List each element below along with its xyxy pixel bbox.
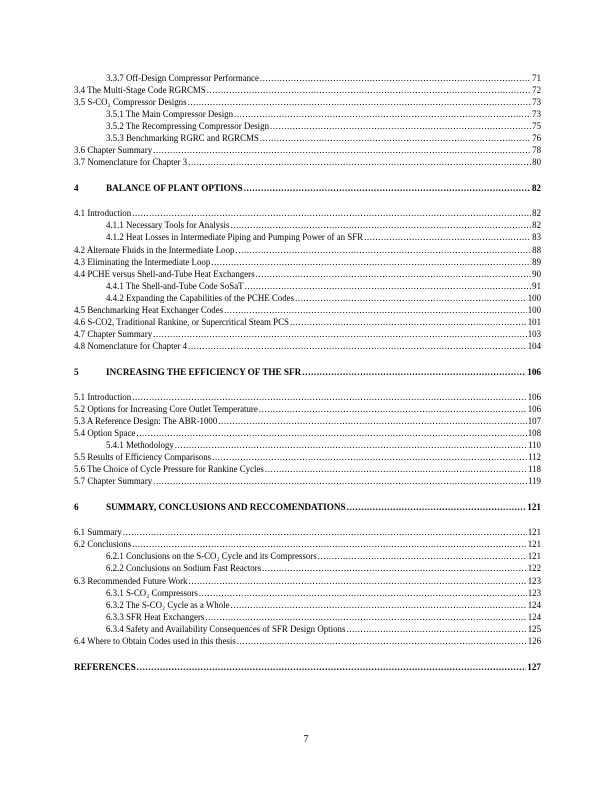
toc-entry-title: 4.1.1 Necessary Tools for Analysis <box>106 220 230 231</box>
toc-entry-page: 100 <box>527 292 541 303</box>
toc-entry <box>74 108 541 120</box>
toc-entry-page: 119 <box>528 476 541 487</box>
leader-dots <box>364 231 531 243</box>
toc-entry-title: 5.4 Option Space <box>74 428 136 439</box>
leader-dots <box>245 280 532 292</box>
toc-entry <box>74 403 541 415</box>
toc-entry-title: 4.8 Nomenclature for Chapter 4 <box>74 340 188 351</box>
toc-entry <box>74 587 541 599</box>
toc-entry-title: 6.3.2 The S-CO₂ Cycle as a Whole <box>106 599 230 610</box>
table-of-contents <box>74 72 541 673</box>
toc-entry-title: 3.7 Nomenclature for Chapter 3 <box>74 157 188 168</box>
toc-entry <box>74 391 541 403</box>
leader-dots <box>265 463 527 475</box>
toc-entry <box>74 415 541 427</box>
toc-entry-page: 100 <box>527 304 541 315</box>
toc-entry <box>74 316 541 328</box>
references-page: 127 <box>527 661 541 672</box>
toc-entry-page: 88 <box>532 244 541 255</box>
toc-references <box>74 661 541 673</box>
toc-entry-title: 6.3.1 S-CO₂ Compressors <box>106 587 198 598</box>
toc-entry-page: 76 <box>532 133 541 144</box>
toc-entry-title: 6.2.1 Conclusions on the S-CO₂ Cycle and its Compressors <box>106 551 317 562</box>
leader-dots <box>318 550 527 562</box>
toc-entry-title: 6.2 Conclusions <box>74 539 132 550</box>
toc-entry-page: 124 <box>527 611 541 622</box>
toc-section-chapter4 <box>74 207 541 352</box>
leader-dots <box>235 244 531 256</box>
toc-entry-title: 4.1.2 Heat Losses in Intermediate Piping and Pumping Power of an SFR <box>106 232 364 243</box>
leader-dots <box>259 403 527 415</box>
toc-chapter-4 <box>74 182 541 194</box>
toc-section-chapter3-tail <box>74 72 541 168</box>
toc-entry-title: 6.1 Summary <box>74 527 122 538</box>
toc-entry <box>74 244 541 256</box>
toc-entry <box>74 132 541 144</box>
toc-entry <box>74 623 541 635</box>
toc-entry <box>74 120 541 132</box>
chapter-number: 5 <box>74 366 79 377</box>
chapter-page: 106 <box>527 366 541 377</box>
toc-entry <box>74 96 541 108</box>
leader-dots <box>132 391 527 403</box>
leader-dots <box>175 439 527 451</box>
leader-dots <box>290 316 527 328</box>
toc-entry-page: 101 <box>527 316 541 327</box>
toc-entry-title: 3.5 S-CO₂ Compressor Designs <box>74 97 187 108</box>
toc-entry-page: 75 <box>532 121 541 132</box>
toc-entry <box>74 538 541 550</box>
leader-dots <box>188 340 527 352</box>
toc-entry-page: 104 <box>527 340 541 351</box>
toc-entry-page: 90 <box>532 268 541 279</box>
leader-dots <box>189 575 527 587</box>
toc-entry-title: 3.5.1 The Main Compressor Design <box>106 109 234 120</box>
toc-entry <box>74 72 541 84</box>
toc-entry-title: 4.5 Benchmarking Heat Exchanger Codes <box>74 304 224 315</box>
leader-dots <box>132 207 531 219</box>
toc-entry-title: 5.1 Introduction <box>74 391 132 402</box>
toc-entry <box>74 268 541 280</box>
toc-entry-title: 5.7 Chapter Summary <box>74 476 153 487</box>
leader-dots <box>256 268 532 280</box>
toc-entry-page: 118 <box>528 464 541 475</box>
toc-entry-title: 4.4.2 Expanding the Capabilities of the PCHE Codes <box>106 292 295 303</box>
toc-entry-title: 5.3 A Reference Design: The ABR-1000 <box>74 416 218 427</box>
toc-entry-title: 4.4.1 The Shell-and-Tube Code SoSaT <box>106 280 244 291</box>
toc-entry-title: 4.4 PCHE versus Shell-and-Tube Heat Exchangers <box>74 268 255 279</box>
leader-dots <box>224 304 527 316</box>
leader-dots <box>153 328 527 340</box>
toc-entry-title: 4.3 Eliminating the Intermediate Loop <box>74 256 211 267</box>
toc-entry <box>74 304 541 316</box>
leader-dots <box>188 96 532 108</box>
toc-entry <box>74 427 541 439</box>
toc-entry-page: 78 <box>532 145 541 156</box>
chapter-page: 82 <box>531 183 541 194</box>
leader-dots <box>132 538 526 550</box>
toc-entry-page: 121 <box>527 539 541 550</box>
toc-entry-title: 4.1 Introduction <box>74 208 132 219</box>
toc-entry-title: 3.6 Chapter Summary <box>74 145 153 156</box>
toc-entry-page: 121 <box>527 551 541 562</box>
toc-entry-page: 82 <box>532 220 541 231</box>
toc-entry <box>74 256 541 268</box>
toc-entry <box>74 144 541 156</box>
toc-entry <box>74 292 541 304</box>
chapter-page: 121 <box>527 502 541 513</box>
toc-section-chapter6 <box>74 526 541 646</box>
toc-entry-page: 83 <box>532 232 541 243</box>
leader-dots <box>230 219 531 231</box>
toc-entry-page: 103 <box>527 328 541 339</box>
toc-entry-page: 123 <box>527 575 541 586</box>
toc-entry-title: 5.2 Options for Increasing Core Outlet Temperature <box>74 403 258 414</box>
leader-dots <box>260 72 531 84</box>
toc-entry <box>74 231 541 243</box>
toc-entry-page: 82 <box>532 208 541 219</box>
chapter-number: 4 <box>74 183 79 194</box>
toc-entry-title: 6.3.3 SFR Heat Exchangers <box>106 611 205 622</box>
toc-entry-page: 125 <box>527 623 541 634</box>
toc-entry-page: 112 <box>528 452 541 463</box>
toc-entry-title: 5.6 The Choice of Cycle Pressure for Rankine Cycles <box>74 464 264 475</box>
leader-dots <box>237 635 527 647</box>
toc-entry-title: 6.4 Where to Obtain Codes used in this thesis <box>74 635 236 646</box>
toc-entry <box>74 526 541 538</box>
chapter-title: SUMMARY, CONCLUSIONS AND RECCOMENDATIONS <box>106 502 346 513</box>
toc-entry-title: 6.3.4 Safety and Availability Consequences of SFR Design Options <box>106 623 346 634</box>
leader-dots <box>188 156 531 168</box>
leader-dots <box>260 132 531 144</box>
toc-entry <box>74 340 541 352</box>
references-title: REFERENCES <box>74 661 136 672</box>
toc-entry-title: 6.3 Recommended Future Work <box>74 575 188 586</box>
toc-entry <box>74 84 541 96</box>
leader-dots <box>211 256 531 268</box>
leader-dots <box>302 366 526 378</box>
toc-entry <box>74 280 541 292</box>
leader-dots <box>244 182 531 194</box>
toc-entry-page: 73 <box>532 109 541 120</box>
toc-entry <box>74 219 541 231</box>
toc-entry <box>74 439 541 451</box>
chapter-number: 6 <box>74 502 79 513</box>
leader-dots <box>218 415 526 427</box>
leader-dots <box>212 451 527 463</box>
leader-dots <box>153 475 527 487</box>
toc-entry <box>74 451 541 463</box>
toc-entry-page: 126 <box>527 635 541 646</box>
toc-entry <box>74 550 541 562</box>
toc-entry-title: 5.5 Results of Efficiency Comparisons <box>74 452 212 463</box>
toc-entry-title: 4.6 S-CO2, Traditional Rankine, or Supercritical Steam PCS <box>74 316 289 327</box>
toc-entry-page: 71 <box>532 73 541 83</box>
toc-entry-title: 3.3.7 Off-Design Compressor Performance <box>106 73 259 83</box>
leader-dots <box>137 661 526 673</box>
toc-entry-title: 3.5.3 Benchmarking RGRC and RGRCMS <box>106 133 259 144</box>
leader-dots <box>207 84 531 96</box>
toc-chapter-6 <box>74 501 541 513</box>
chapter-title: INCREASING THE EFFICIENCY OF THE SFR <box>106 366 302 377</box>
toc-entry <box>74 635 541 647</box>
toc-chapter-5 <box>74 366 541 378</box>
toc-entry-page: 108 <box>527 428 541 439</box>
toc-entry-page: 91 <box>532 280 541 291</box>
leader-dots <box>234 108 531 120</box>
toc-entry-page: 110 <box>528 440 541 451</box>
toc-entry <box>74 575 541 587</box>
toc-entry-title: 6.2.2 Conclusions on Sodium Fast Reactors <box>106 563 262 574</box>
toc-entry-title: 5.4.1 Methodology <box>106 440 174 451</box>
toc-entry <box>74 475 541 487</box>
leader-dots <box>270 120 531 132</box>
toc-entry <box>74 611 541 623</box>
toc-entry-title: 4.7 Chapter Summary <box>74 328 153 339</box>
toc-entry <box>74 207 541 219</box>
chapter-title: BALANCE OF PLANT OPTIONS <box>106 183 243 194</box>
toc-entry-page: 106 <box>527 403 541 414</box>
toc-entry-page: 107 <box>527 416 541 427</box>
page-number: 7 <box>303 734 309 745</box>
toc-entry <box>74 156 541 168</box>
leader-dots <box>136 427 526 439</box>
toc-entry-page: 72 <box>532 85 541 96</box>
toc-entry-page: 123 <box>527 587 541 598</box>
toc-entry-title: 3.4 The Multi-Stage Code RGRCMS <box>74 85 206 96</box>
leader-dots <box>346 623 526 635</box>
leader-dots <box>262 562 527 574</box>
leader-dots <box>123 526 527 538</box>
toc-entry <box>74 562 541 574</box>
toc-entry-page: 124 <box>527 599 541 610</box>
leader-dots <box>295 292 527 304</box>
toc-section-chapter5 <box>74 391 541 487</box>
leader-dots <box>205 611 526 623</box>
toc-entry-page: 80 <box>532 157 541 168</box>
toc-entry-page: 121 <box>527 527 541 538</box>
toc-entry <box>74 328 541 340</box>
toc-entry-title: 4.2 Alternate Fluids in the Intermediate Loop <box>74 244 235 255</box>
toc-entry-page: 122 <box>527 563 541 574</box>
toc-entry-page: 106 <box>527 391 541 402</box>
leader-dots <box>153 144 531 156</box>
toc-entry-page: 89 <box>532 256 541 267</box>
leader-dots <box>199 587 527 599</box>
leader-dots <box>231 599 527 611</box>
toc-entry-page: 73 <box>532 97 541 108</box>
toc-entry <box>74 599 541 611</box>
leader-dots <box>347 501 527 513</box>
toc-entry <box>74 463 541 475</box>
toc-entry-title: 3.5.2 The Recompressing Compressor Design <box>106 121 270 132</box>
